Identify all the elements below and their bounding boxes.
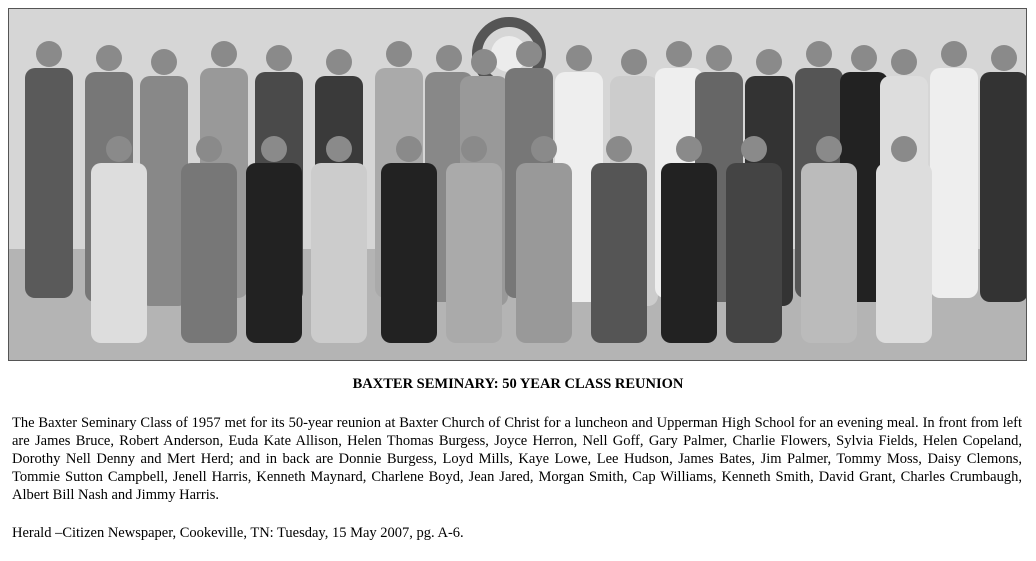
front-row-person xyxy=(181,136,237,343)
front-row-person xyxy=(876,136,932,343)
back-row-person xyxy=(25,41,73,298)
back-row-person xyxy=(140,49,188,306)
front-row-person xyxy=(246,136,302,343)
front-row-person xyxy=(801,136,857,343)
front-row-person xyxy=(311,136,367,343)
caption-body: The Baxter Seminary Class of 1957 met for its 50-year reunion at Baxter Church of Christ for a luncheon and Upperman High School for an evening meal. In front from left are James Bruce, Robert Anderson, Euda Kate Allison, Helen Thomas Burgess, Joyce Herron, Nell Goff, Gary Palmer, Charlie Flowers, Sylvia Fields, Helen Copeland, Dorothy Nell Denny and Mert Herd; and in back are Donnie Burgess, Loyd Mills, Kaye Lowe, Lee Hudson, James Bates, Jim Palmer, Tommy Moss, Daisy Clemons, Tommie Sutton Campbell, Jenell Harris, Kenneth Maynard, Charlene Boyd, Jean Jared, Morgan Smith, Cap Williams, Kenneth Smith, David Grant, Charles Crumbaugh, Albert Bill Nash and Jimmy Harris. xyxy=(12,415,1022,503)
back-row-person xyxy=(980,45,1027,302)
front-row-person xyxy=(91,136,147,343)
back-row-person xyxy=(930,41,978,298)
front-row-person xyxy=(661,136,717,343)
front-row-person xyxy=(726,136,782,343)
group-photo xyxy=(8,8,1027,361)
front-row-person xyxy=(516,136,572,343)
front-row-person xyxy=(381,136,437,343)
caption-source: Herald –Citizen Newspaper, Cookeville, TN: Tuesday, 15 May 2007, pg. A-6. xyxy=(12,525,464,541)
front-row-person xyxy=(446,136,502,343)
caption-title: BAXTER SEMINARY: 50 YEAR CLASS REUNION xyxy=(352,376,684,392)
group-photo-icon xyxy=(9,9,1027,361)
front-row-person xyxy=(591,136,647,343)
